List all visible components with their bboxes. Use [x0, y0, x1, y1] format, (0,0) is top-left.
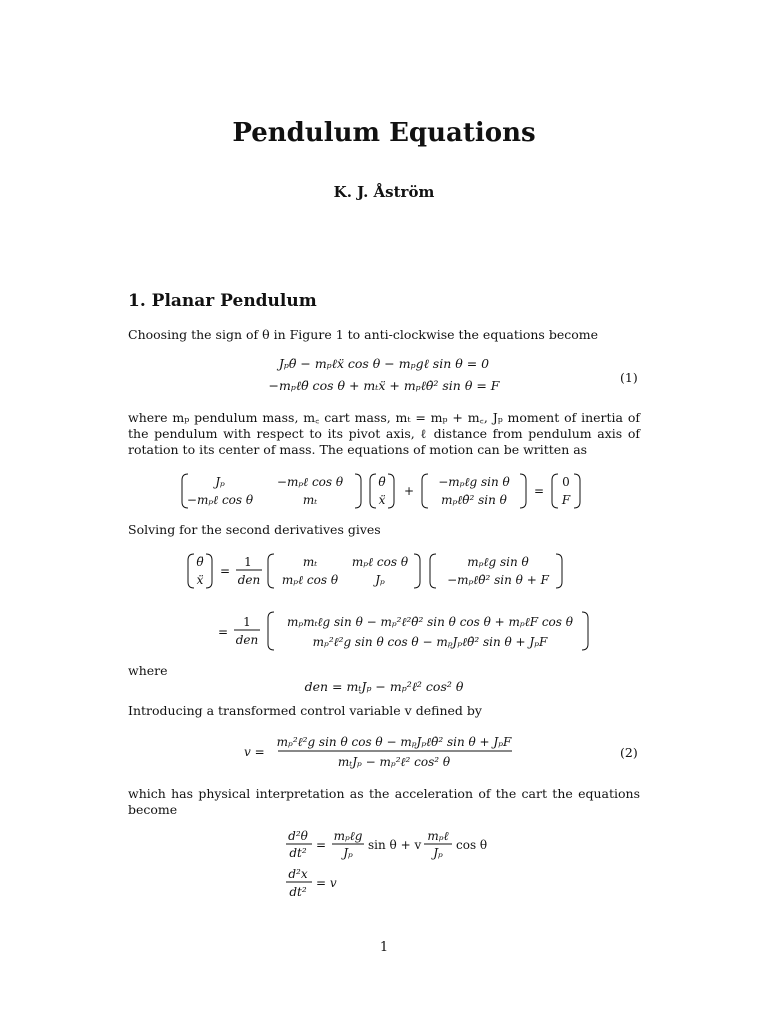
svg-text:=: =	[534, 484, 545, 498]
svg-text:+: +	[404, 484, 415, 498]
matrix-equation-motion	[180, 470, 600, 512]
paragraph-definitions: where mₚ pendulum mass, m꜀ cart mass, mₜ = mₚ + m꜀, Jₚ moment of inertia of the pendulum with respect to its pivot axis, ℓ distance from pendulum axis of rotation to its center of mass. The equations of motion can be written as	[128, 410, 640, 457]
svg-text:Jₚ: Jₚ	[433, 846, 443, 860]
svg-text:mₚℓ cos θ: mₚℓ cos θ	[351, 555, 409, 569]
svg-text:−mₚℓθ̇² sin θ + F: −mₚℓθ̇² sin θ + F	[447, 573, 549, 587]
svg-text:θ̈: θ̈	[196, 555, 204, 569]
paragraph-transformed: Introducing a transformed control variable v defined by	[128, 703, 482, 718]
svg-text:mₜ: mₜ	[302, 493, 318, 507]
svg-text:den: den	[237, 573, 261, 587]
svg-text:mₚℓ: mₚℓ	[427, 829, 449, 843]
equation-1b: −mₚℓθ̈ cos θ + mₜẍ + mₚℓθ̇² sin θ = F	[268, 378, 500, 393]
svg-text:0: 0	[562, 475, 570, 489]
svg-text:mₜJₚ − mₚ²ℓ² cos² θ: mₜJₚ − mₚ²ℓ² cos² θ	[337, 755, 451, 769]
svg-text:= v: = v	[316, 876, 337, 890]
matrix-second-derivatives	[180, 550, 600, 592]
svg-text:v =: v =	[244, 745, 265, 759]
section-heading: 1. Planar Pendulum	[128, 291, 317, 311]
svg-text:1: 1	[243, 615, 251, 629]
svg-text:ẍ: ẍ	[196, 573, 204, 587]
svg-text:=: =	[220, 564, 231, 578]
svg-text:ẍ: ẍ	[378, 493, 386, 507]
svg-text:θ̈: θ̈	[378, 475, 386, 489]
svg-text:−mₚℓ cos θ: −mₚℓ cos θ	[276, 475, 344, 489]
equation-1a: Jₚθ̈ − mₚℓẍ cos θ − mₚgℓ sin θ = 0	[278, 356, 490, 371]
paragraph-where: where	[128, 663, 168, 678]
svg-text:−mₚℓg sin θ: −mₚℓg sin θ	[438, 475, 510, 489]
svg-text:cos θ: cos θ	[456, 838, 488, 852]
paper-title: Pendulum Equations	[232, 118, 536, 148]
svg-text:mₚmₜℓg sin θ − mₚ²ℓ²θ̇² sin θ: mₚmₜℓg sin θ − mₚ²ℓ²θ̇² sin θ cos θ + mₚℓF cos θ	[287, 615, 573, 629]
svg-text:d²x: d²x	[288, 867, 308, 881]
equation-number-1: (1)	[620, 370, 638, 385]
svg-text:Jₚ: Jₚ	[215, 475, 225, 489]
matrix-expanded-solution	[210, 608, 600, 654]
svg-text:dt²: dt²	[289, 885, 307, 899]
svg-text:1: 1	[244, 555, 252, 569]
svg-text:dt²: dt²	[289, 846, 307, 860]
svg-text:mₚℓθ̇² sin θ: mₚℓθ̇² sin θ	[441, 493, 507, 507]
svg-text:Jₚ: Jₚ	[375, 573, 385, 587]
equation-final	[282, 828, 502, 904]
svg-text:=: =	[218, 625, 229, 639]
svg-text:mₚ²ℓ²g sin θ cos θ − mₚJₚℓθ̇²: mₚ²ℓ²g sin θ cos θ − mₚJₚℓθ̇² sin θ + JₚF	[276, 735, 512, 749]
svg-text:d²θ: d²θ	[288, 829, 308, 843]
svg-text:F: F	[561, 493, 571, 507]
svg-text:mₚℓg sin θ: mₚℓg sin θ	[467, 555, 529, 569]
svg-text:mₚℓ cos θ: mₚℓ cos θ	[281, 573, 339, 587]
author-name: K. J. Åström	[333, 183, 435, 201]
page-number: 1	[379, 940, 389, 955]
equation-den: den = mₜJₚ − mₚ²ℓ² cos² θ	[304, 679, 464, 694]
svg-text:den: den	[235, 633, 259, 647]
svg-text:−mₚℓ cos θ: −mₚℓ cos θ	[186, 493, 254, 507]
paragraph-solving: Solving for the second derivatives gives	[128, 522, 381, 537]
svg-text:sin θ + v: sin θ + v	[368, 838, 422, 852]
svg-text:mₚℓg: mₚℓg	[333, 829, 363, 843]
svg-text:mₜ: mₜ	[302, 555, 318, 569]
equation-2	[240, 730, 540, 774]
svg-text:mₚ²ℓ²g sin θ cos θ − mₚJₚℓθ̇²: mₚ²ℓ²g sin θ cos θ − mₚJₚℓθ̇² sin θ + JₚF	[312, 635, 548, 649]
paragraph-intro: Choosing the sign of θ in Figure 1 to anti-clockwise the equations become	[128, 327, 598, 342]
paragraph-interpretation: which has physical interpretation as the acceleration of the cart the equations become	[128, 786, 640, 817]
svg-text:Jₚ: Jₚ	[343, 846, 353, 860]
svg-text:=: =	[316, 838, 327, 852]
equation-number-2: (2)	[620, 745, 638, 760]
